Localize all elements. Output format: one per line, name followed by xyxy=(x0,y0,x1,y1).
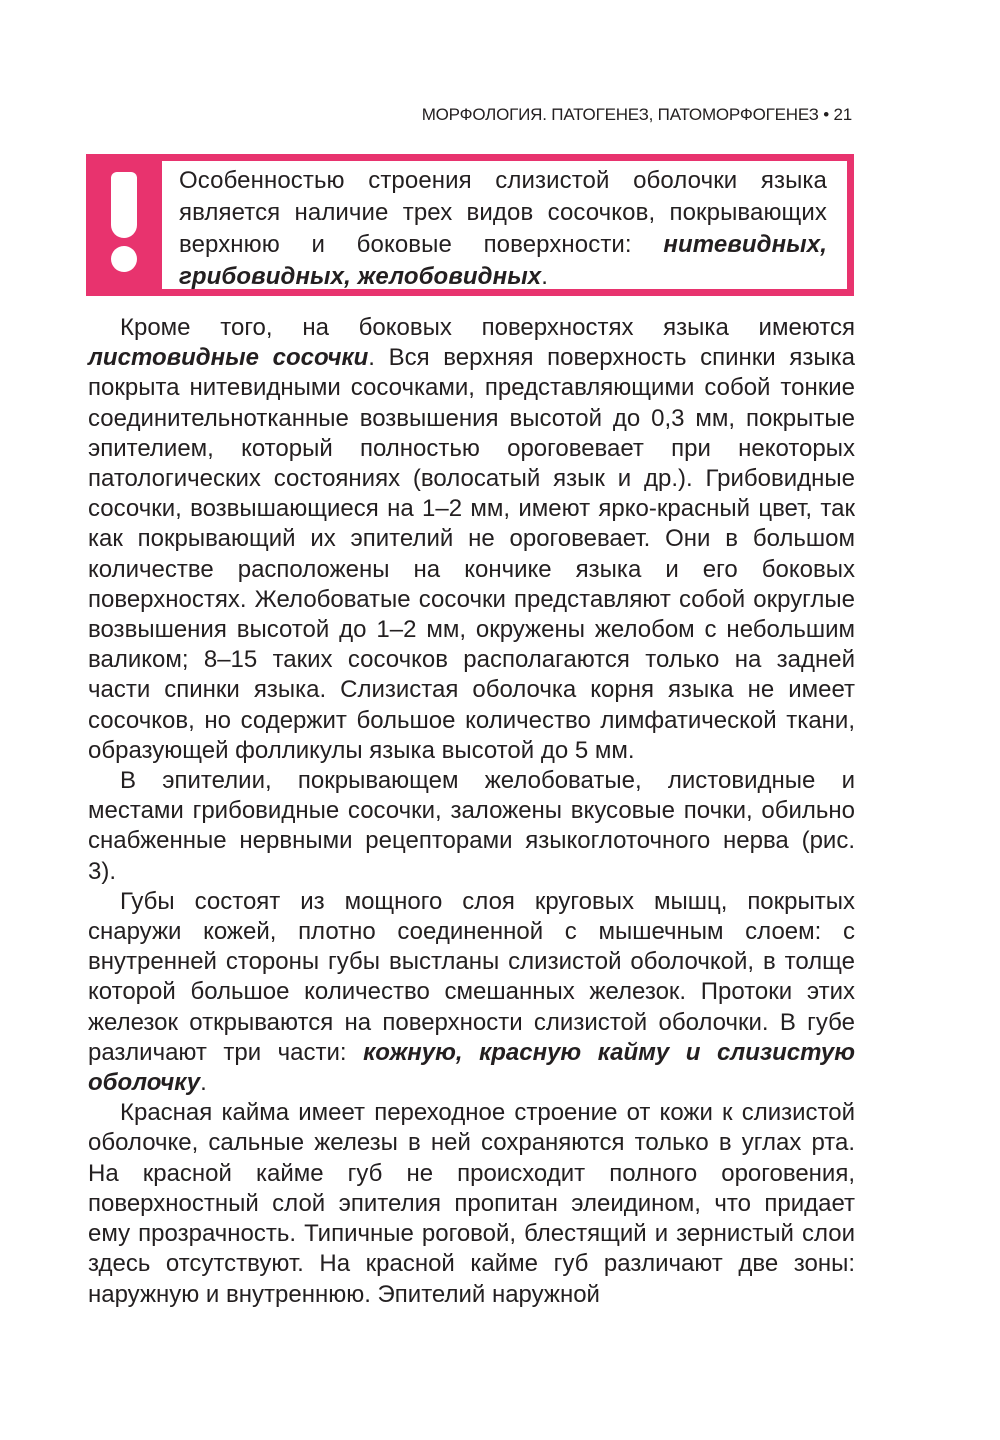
paragraph-1 xyxy=(88,313,855,766)
paragraph-1-rest: . Вся верхняя поверхность спинки языка покрыта нитевидными сосочками, представляющими собой тонкие соединительнотканные возвышения высотой до 0,3 мм, покрытые эпителием, который полностью ороговевает при некоторых патологических состояниях (волосатый язык и др.). Грибовидные сосочки, возвышающиеся на 1–2 мм, имеют ярко-красный цвет, так как покрывающий их эпителий не ороговевает. Они в большом количестве расположены на кончике языка и его боковых поверхностях. Желобоватые сосочки представляют собой округлые возвышения высотой до 1–2 мм, окружены желобом с небольшим валиком; 8–15 таких сосочков располагаются только на задней части спинки языка. Слизистая оболочка корня языка не имеет сосочков, но содержит большое количество лимфатической ткани, образующей фолликулы языка высотой до 5 мм. xyxy=(88,344,855,764)
callout-text-start: Особенностью строения слизистой оболочки языка является наличие трех видов сосочков, покрывающих верхнюю и боковые поверхности: xyxy=(179,167,827,258)
paragraph-1-emphasis: листовидные сосочки xyxy=(88,344,369,372)
paragraph-3-start: Губы состоят из мощного слоя круговых мышц, покрытых снаружи кожей, плотно соединенной с мышечным слоем: с внутренней стороны губы выстланы слизистой оболочкой, в толще которой большое количество смешанных железок. Протоки этих железок открываются на поверхности слизистой оболочки. В губе различают три части: xyxy=(88,887,855,1066)
callout-content xyxy=(162,161,847,289)
callout-emphasis: нитевидных, грибовидных, желобовидных xyxy=(179,231,827,290)
paragraph-3 xyxy=(88,887,855,1098)
paragraph-2: В эпителии, покрывающем желобоватые, листовидные и местами грибовидные сосочки, заложены вкусовые почки, обильно снабженные нервными рецепторами языкоглоточного нерва (рис. 3). xyxy=(88,767,855,885)
paragraph-3-emphasis: кожную, красную кайму и слизистую оболочку xyxy=(88,1038,855,1097)
paragraph-3-end: . xyxy=(200,1069,207,1097)
running-header: МОРФОЛОГИЯ. ПАТОГЕНЕЗ, ПАТОМОРФОГЕНЕЗ • 21 xyxy=(421,105,852,124)
paragraph-1-start: Кроме того, на боковых поверхностях языка имеются xyxy=(120,314,855,341)
exclamation-icon xyxy=(108,172,140,280)
body-text xyxy=(88,313,855,1310)
paragraph-4: Красная кайма имеет переходное строение от кожи к слизистой оболочке, сальные железы в ней сохраняются только в углах рта. На красной кайме губ не происходит полного ороговения, поверхностный слой эпителия пропитан элеидином, что придает ему прозрачность. Типичные роговой, блестящий и зернистый слои здесь отсутствуют. На красной кайме губ различают две зоны: наружную и внутреннюю. Эпителий наружной xyxy=(88,1099,855,1308)
callout-text-end: . xyxy=(541,263,549,290)
callout-text xyxy=(179,165,827,293)
callout-box xyxy=(86,154,854,296)
